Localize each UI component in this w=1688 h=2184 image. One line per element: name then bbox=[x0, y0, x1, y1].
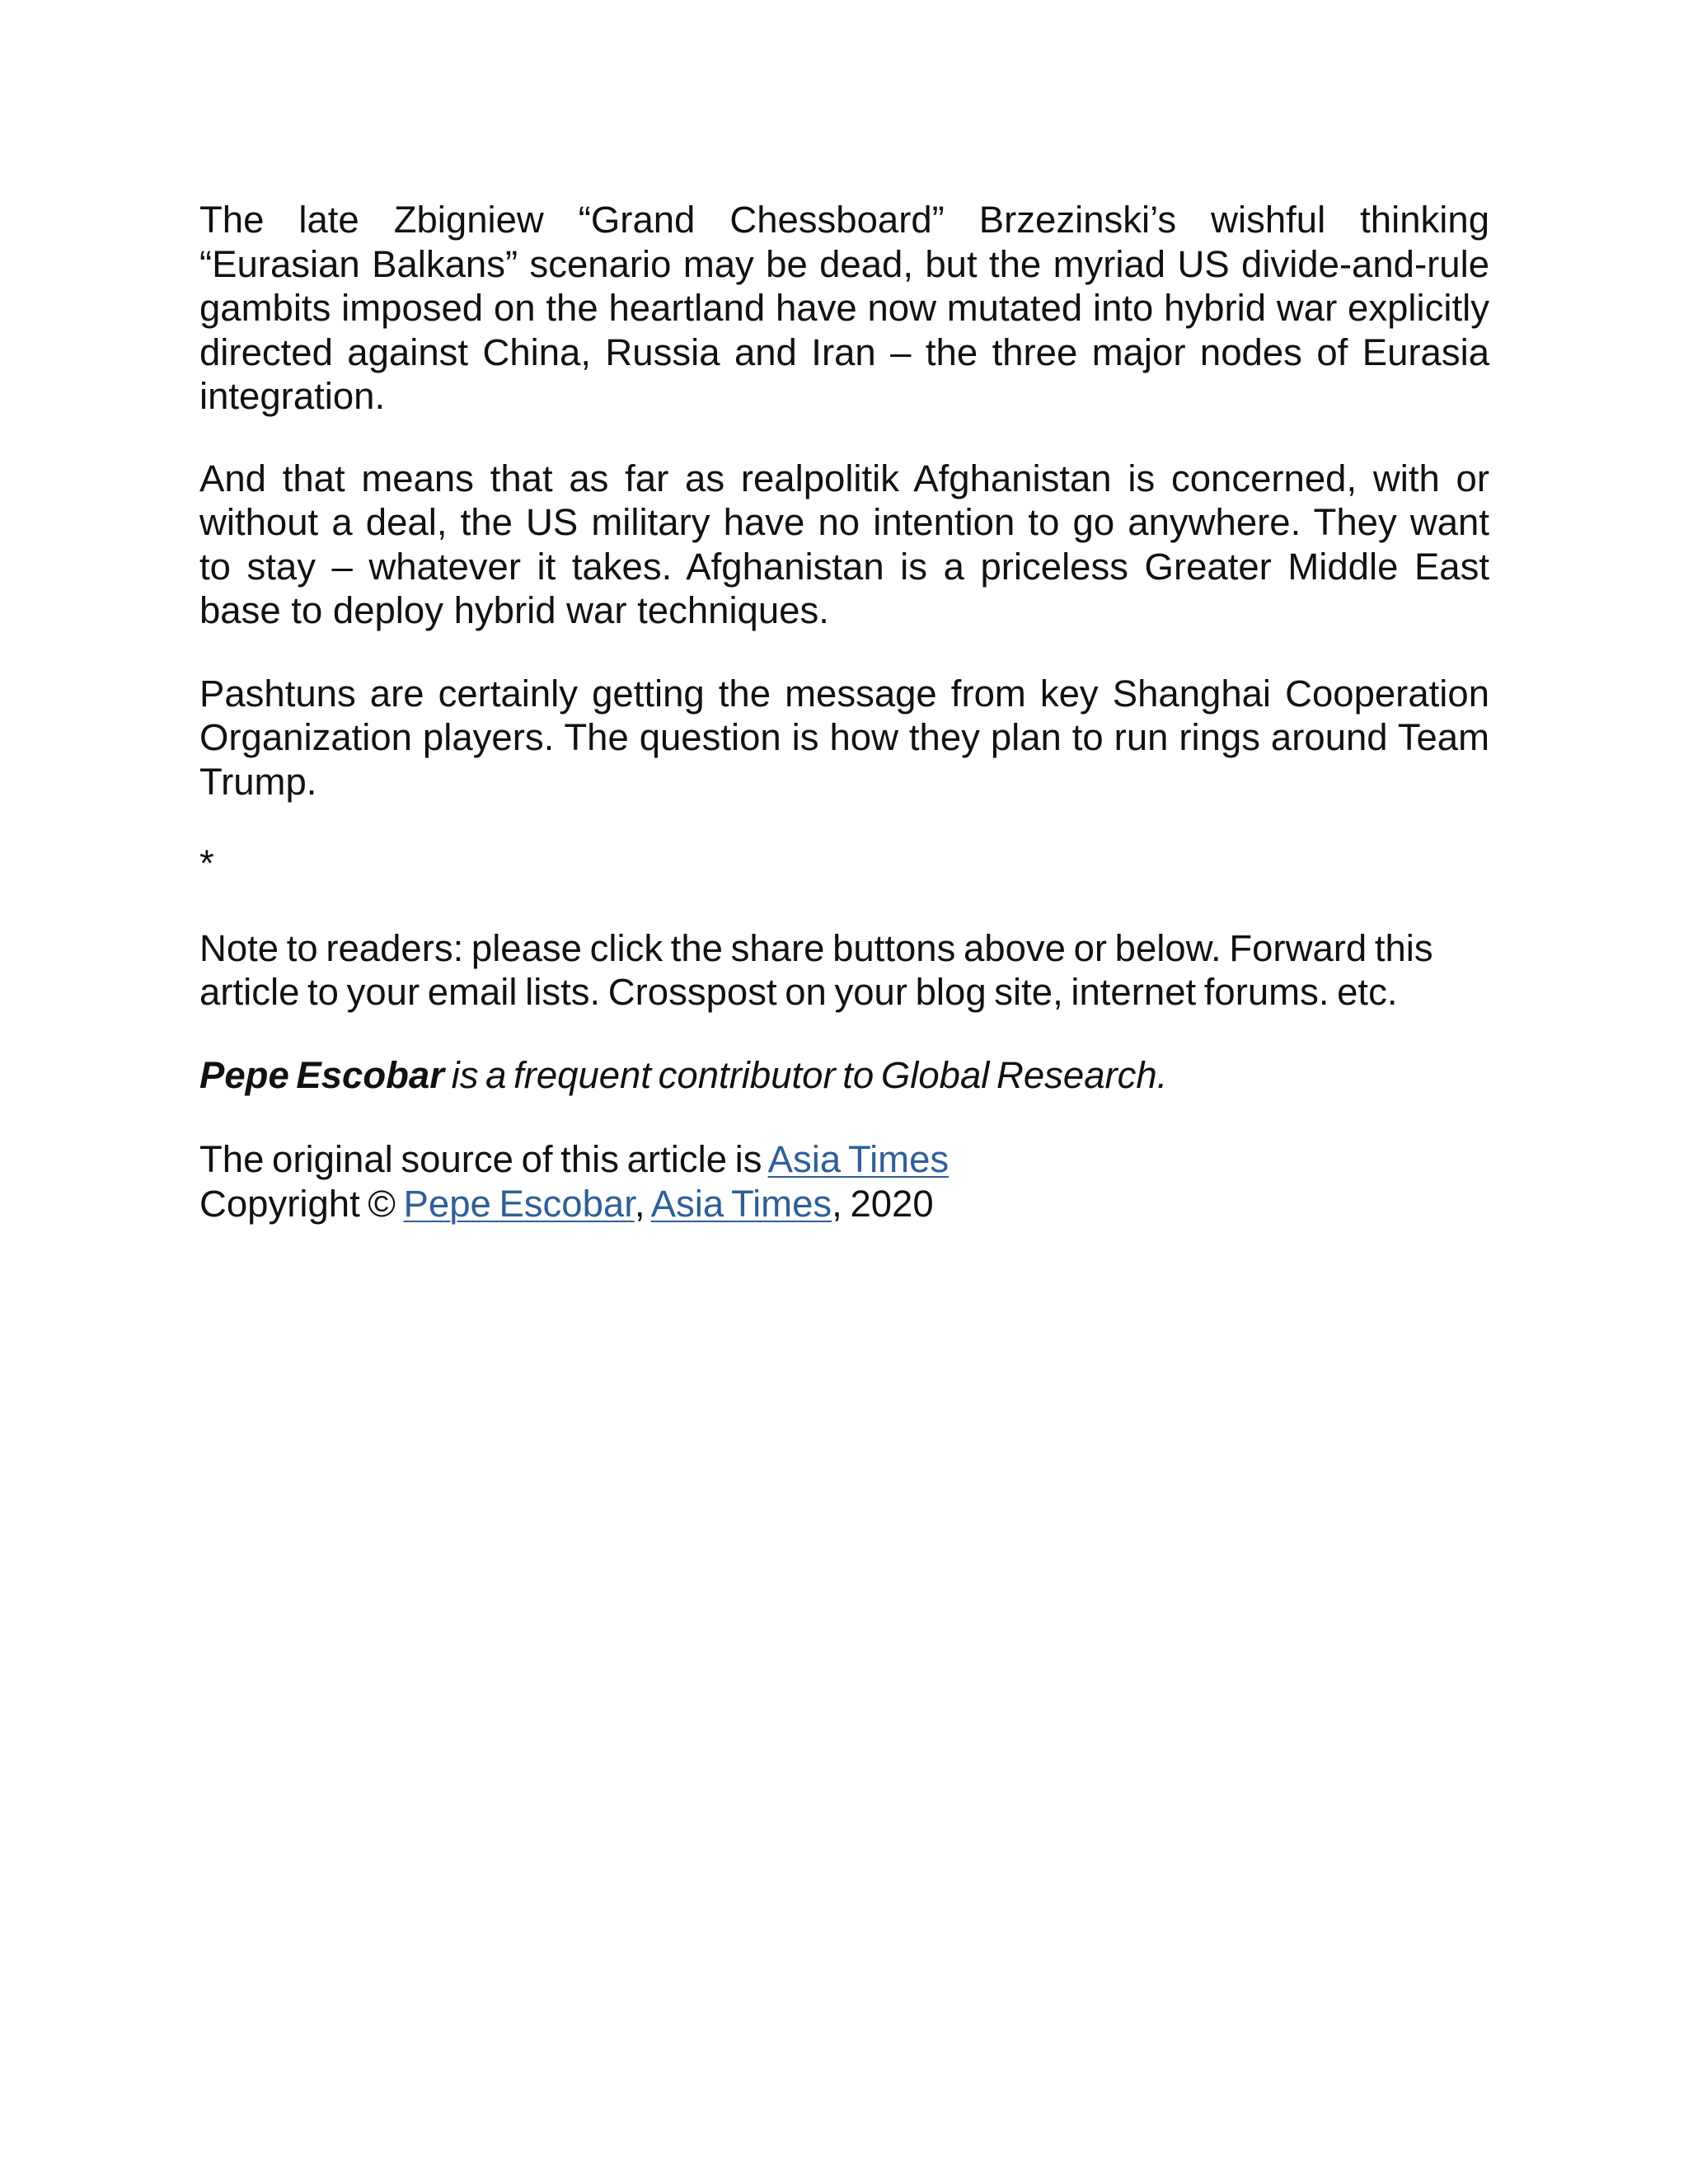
source-link-asia-times[interactable]: Asia Times bbox=[767, 1138, 950, 1180]
source-line bbox=[199, 1137, 1489, 1182]
note-to-readers: Note to readers: please click the share buttons above or below. Forward this article to your email lists. Crosspost on your blog site, internet forums. etc. bbox=[199, 926, 1433, 1013]
copyright-prefix: Copyright © bbox=[199, 1182, 404, 1225]
source-prefix: The original source of this article is bbox=[199, 1138, 768, 1180]
copyright-year: , 2020 bbox=[832, 1182, 934, 1225]
copyright-publication-link[interactable]: Asia Times bbox=[650, 1182, 832, 1225]
author-bio bbox=[199, 1053, 1489, 1098]
section-separator: * bbox=[199, 842, 214, 884]
copyright-author-link[interactable]: Pepe Escobar bbox=[403, 1182, 635, 1225]
author-bio-text: is a frequent contributor to Global Research. bbox=[443, 1053, 1168, 1096]
copyright-separator: , bbox=[634, 1182, 651, 1225]
paragraph-afghanistan: And that means that as far as realpolitik Afghanistan is concerned, with or without a deal, the US military have no intention to go anywhere. They want to stay – whatever it takes. Afghanistan is a priceless Greater Middle East base to deploy hybrid war techniques. bbox=[199, 457, 1489, 631]
copyright-line bbox=[199, 1182, 1489, 1226]
paragraph-eurasian-balkans: The late Zbigniew “Grand Chessboard” Brzezinski’s wishful thinking “Eurasian Balkans” scenario may be dead, but the myriad US divide-and-rule gambits imposed on the heartland have now mutated into hybrid war explicitly directed against China, Russia and Iran – the three major nodes of Eurasia integration. bbox=[199, 199, 1489, 417]
author-name: Pepe Escobar bbox=[199, 1053, 444, 1096]
paragraph-pashtuns: Pashtuns are certainly getting the message from key Shanghai Cooperation Organization players. The question is how they plan to run rings around Team Trump. bbox=[199, 672, 1489, 803]
article-body bbox=[199, 198, 1489, 1226]
